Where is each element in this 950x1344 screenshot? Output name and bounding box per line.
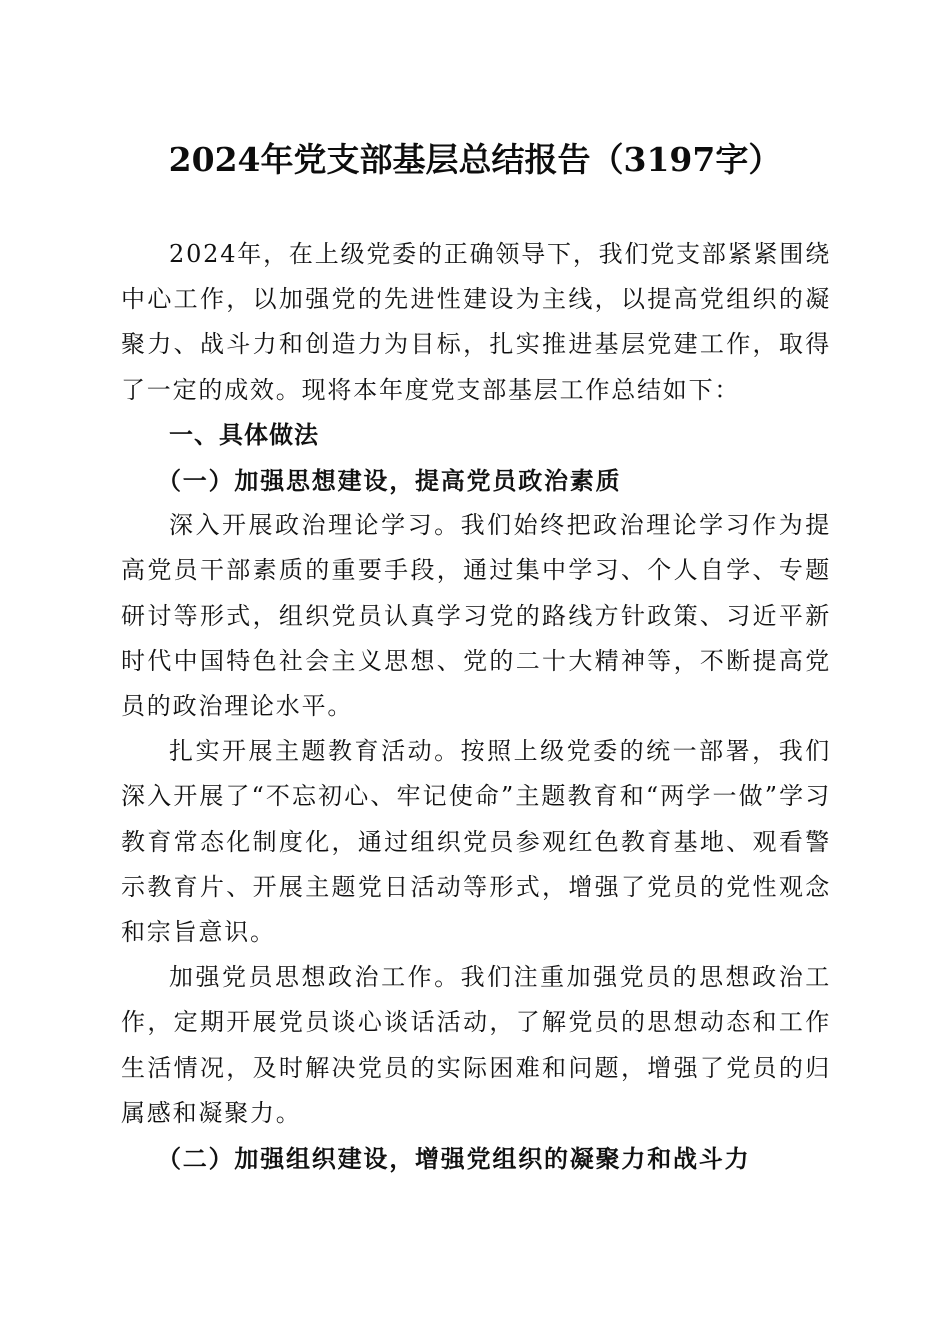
section-heading-practices: 一、具体做法	[169, 420, 319, 449]
subsection-heading-organization: （二）加强组织建设，增强党组织的凝聚力和战斗力	[157, 1144, 751, 1174]
paragraph-political-work: 加强党员思想政治工作。我们注重加强党员的思想政治工作，定期开展党员谈心谈话活动，了解党员的思想动态和工作生活情况，及时解决党员的实际困难和问题，增强了党员的归属感和凝聚力。	[121, 963, 831, 1127]
paragraph-theory-study: 深入开展政治理论学习。我们始终把政治理论学习作为提高党员干部素质的重要手段，通过集中学习、个人自学、专题研讨等形式，组织党员认真学习党的路线方针政策、习近平新时代中国特色社会主义思想、党的二十大精神等，不断提高党员的政治理论水平。	[121, 511, 831, 721]
paragraph-theme-education: 扎实开展主题教育活动。按照上级党委的统一部署，我们深入开展了“不忘初心、牢记使命”主题教育和“两学一做”学习教育常态化制度化，通过组织党员参观红色教育基地、观看警示教育片、开展主题党日活动等形式，增强了党员的党性观念和宗旨意识。	[121, 737, 831, 947]
document-title: 2024年党支部基层总结报告（3197字）	[168, 140, 782, 179]
subsection-heading-ideology: （一）加强思想建设，提高党员政治素质	[157, 466, 622, 496]
document-body	[121, 232, 831, 1181]
intro-paragraph: 2024年，在上级党委的正确领导下，我们党支部紧紧围绕中心工作，以加强党的先进性建设为主线，以提高党组织的凝聚力、战斗力和创造力为目标，扎实推进基层党建工作，取得了一定的成效。现将本年度党支部基层工作总结如下：	[121, 240, 831, 404]
